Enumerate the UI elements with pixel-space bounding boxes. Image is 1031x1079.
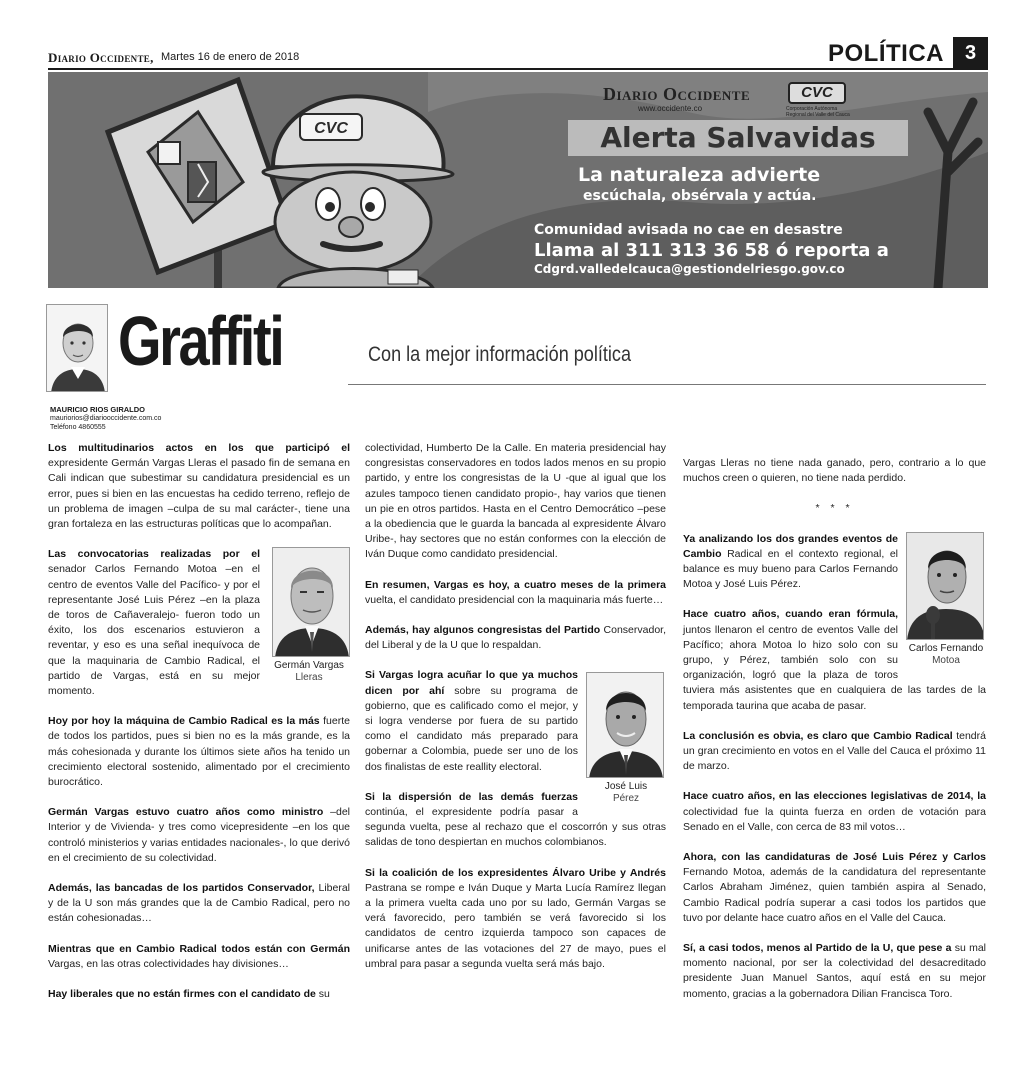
paragraph-body: senador Carlos Fernando Motoa –en el centro de eventos Valle del Pacífico- y por el representante José Luis Pérez –en la plaza de toros de Cañaveralejo- fueron todo un éxito, los dos escenarios estuvieron a reventar, y eso es una señal inequívoca de que la maquinaria de Cambio Radical, el partido de Vargas, está en su mejor momento. xyxy=(48,563,260,698)
title-divider xyxy=(348,384,986,385)
paragraph-lead: Sí, a casi todos, menos al Partido de la U, que pese a xyxy=(683,942,952,955)
paragraph-body: sobre su programa de gobierno, que es calificado como el mejor, y si logra venderse por fuera de su partido como el candidato más preparado para gobernar a Colombia, puede ser uno de los dos finalistas de este reallity electoral. xyxy=(365,684,578,773)
banner-line-2: escúchala, obsérvala y actúa. xyxy=(583,188,817,204)
paragraph-lead: Los multitudinarios actos en los que participó el xyxy=(48,442,350,454)
paragraph xyxy=(48,805,350,866)
paragraph xyxy=(365,578,666,608)
paragraph-lead: La conclusión es obvia, es claro que Cambio Radical xyxy=(683,729,953,742)
paragraph-body: vuelta, el candidato presidencial con la maquinaria más fuerte… xyxy=(365,593,664,606)
section-separator xyxy=(683,501,986,516)
paragraph xyxy=(48,441,350,532)
paragraph-body: Vargas, en las otras colectividades hay divisiones… xyxy=(48,957,289,970)
paragraph xyxy=(48,881,350,927)
article-column-2 xyxy=(365,441,666,987)
photo-german-vargas xyxy=(268,547,350,684)
paragraph-body: Fernando Motoa, además de la candidatura del representante Carlos Abraham Jiménez, quien también aspira al Senado, Cambio Radical podría superar a casi todos los partidos que tuvo por delante hace cuatro años en el Valle del Cauca. xyxy=(683,866,986,924)
paragraph-lead: Hace cuatro años, cuando eran fórmula, xyxy=(683,608,898,621)
page-number: 3 xyxy=(953,37,988,70)
paragraph-lead: En resumen, Vargas es hoy, a cuatro meses de la primera xyxy=(365,578,666,591)
author-email[interactable]: mauriorios@diariooccidente.com.co xyxy=(50,415,162,422)
paragraph-lead: Germán Vargas estuvo cuatro años como ministro xyxy=(48,806,324,819)
paragraph-lead: Ahora, con las candidaturas de José Luis Pérez y Carlos xyxy=(683,851,986,864)
paragraph xyxy=(683,941,986,1002)
paragraph-lead: Hace cuatro años, en las elecciones legislativas de 2014, la xyxy=(683,790,986,803)
german-vargas-portrait-icon xyxy=(273,548,350,657)
paragraph-lead: Hay liberales que no están firmes con el candidato de xyxy=(48,988,316,1001)
paragraph-lead: Mientras que en Cambio Radical todos están con Germán xyxy=(48,942,350,955)
paragraph xyxy=(683,789,986,835)
section-title: POLÍTICA xyxy=(828,40,944,67)
paragraph xyxy=(365,623,666,653)
column-subtitle: Con la mejor información política xyxy=(368,343,631,366)
carlos-motoa-portrait-icon xyxy=(907,533,984,640)
paragraph xyxy=(683,850,986,926)
issue-date: Martes 16 de enero de 2018 xyxy=(161,51,300,63)
paragraph-body: Conservador, del Liberal y de la U que lo respaldan. xyxy=(365,624,666,652)
photo-caption-name: Germán Vargas xyxy=(274,660,344,672)
paragraph-lead: Si Vargas logra acuñar lo que ya muchos dicen por ahí xyxy=(365,669,578,697)
paragraph-lead: Si la dispersión de las demás fuerzas xyxy=(365,790,578,803)
paragraph xyxy=(683,729,986,775)
banner-email-line: Cdgrd.valledelcauca@gestiondelriesgo.gov.co xyxy=(534,262,845,276)
paragraph-body: colectividad fue la quinta fuerza en orden de votación para Senado en el Valle, con cerca de 83 mil votos… xyxy=(683,805,986,833)
cvc-logo: CVC xyxy=(788,82,846,104)
photo-caption-name: José Luis xyxy=(604,781,648,793)
paragraph-lead: Además, las bancadas de los partidos Conservador, xyxy=(48,882,315,895)
photo-jose-luis-perez xyxy=(586,672,666,805)
paragraph xyxy=(48,987,350,1002)
paragraph-body: Liberal y de la U son más grandes que la de Cambio Radical, pero no están cohesionadas… xyxy=(48,882,350,925)
jose-luis-perez-portrait xyxy=(586,672,664,778)
paragraph xyxy=(48,714,350,790)
masthead xyxy=(48,40,988,70)
paragraph-body: –del Interior y de Vivienda- y tres como vicepresidente –en los que controló ministerios y varias entidades nacionales-, lo que derivó en el crecimiento de su colectividad. xyxy=(48,806,350,864)
paragraph xyxy=(365,441,666,563)
german-vargas-portrait xyxy=(272,547,350,657)
banner-phone-line: Llama al 311 313 36 58 ó reporta a xyxy=(534,240,889,261)
author-photo xyxy=(46,304,108,392)
paragraph xyxy=(683,456,986,486)
photo-carlos-fernando-motoa xyxy=(906,532,986,667)
author-name: MAURICIO RIOS GIRALDO xyxy=(50,405,145,414)
paragraph-body: juntos llenaron el centro de eventos Valle del Pacífico; ahora Motoa lo hizo solo con su grupo, y Pérez, también solo con su organización, logró que la plaza de toros tuviera más asistentes que en cualquiera de las tardes de la temporada taurina que acaba de pasar. xyxy=(683,623,986,712)
paragraph-body: su mal momento nacional, por ser la colectividad del desacreditado presidente Juan Manuel Santos, aquí está en su mejor momento, gracias a la gobernadora Dilian Francisca Toro. xyxy=(683,942,986,1000)
banner-paper-url: www.occidente.co xyxy=(638,104,703,113)
banner-paper-name: Diario Occidente xyxy=(603,84,751,104)
paragraph-body: Radical en el contexto regional, el balance es muy bueno para Carlos Fernando Motoa y José Luis Pérez. xyxy=(683,547,898,591)
paragraph-body: su xyxy=(315,988,330,1001)
paragraph-lead: Las convocatorias realizadas por el xyxy=(48,548,260,561)
photo-caption-surname: Pérez xyxy=(612,793,640,805)
article-column-1 xyxy=(48,441,350,1017)
paragraph-lead: Además, hay algunos congresistas del Partido xyxy=(365,624,601,637)
paragraph xyxy=(48,942,350,972)
banner-line-3: Comunidad avisada no cae en desastre xyxy=(534,222,843,238)
author-portrait-icon xyxy=(47,305,108,392)
paragraph-body: Vargas Lleras no tiene nada ganado, pero, contrario a lo que muchos creen o quieren, no tiene nada perdido. xyxy=(683,457,986,485)
column-title: Graffiti xyxy=(118,302,283,380)
paragraph-lead: Ya analizando los dos grandes eventos de Cambio xyxy=(683,532,898,560)
svg-text:CVC: CVC xyxy=(314,120,348,137)
paragraph-body: tendrá un gran crecimiento en votos en el Valle del Cauca el próximo 11 de marzo. xyxy=(683,729,986,773)
photo-caption-surname: Motoa xyxy=(932,654,960,666)
carlos-fernando-motoa-portrait xyxy=(906,532,984,640)
separator-stars: * * * xyxy=(815,502,854,515)
advertisement-banner[interactable] xyxy=(48,72,988,288)
newspaper-name: Diario Occidente, xyxy=(48,50,154,65)
paragraph xyxy=(365,866,666,972)
paragraph-body: Pastrana se rompe e Iván Duque y Marta Lucía Ramírez llegan a la primera vuelta cada uno por su lado, Germán Vargas se verá favorecido, pero también se verá favorecido si los candidatos de centro izquierda tampoco son capaces de unificarse antes de las votaciones del 27 de mayo, pues el umbral para pasar a segunda vuelta será más bajo. xyxy=(365,881,666,970)
jose-luis-perez-portrait-icon xyxy=(587,673,664,778)
cvc-logo-subtitle: Corporación Autónoma Regional del Valle del Cauca xyxy=(786,106,850,118)
banner-alert-title: Alerta Salvavidas xyxy=(568,120,908,156)
banner-line-1: La naturaleza advierte xyxy=(578,164,821,186)
paragraph-lead: Hoy por hoy la máquina de Cambio Radical es la más xyxy=(48,715,320,728)
author-phone: Teléfono 4860555 xyxy=(50,424,106,431)
paragraph-body: colectividad, Humberto De la Calle. En materia presidencial hay congresistas conservadores en todos lados menos en su propio partido, y entre los congresistas de la U -que al igual que los azules tampoco tienen candidato propio-, hay varios que tienen un pie en otros partidos. Hasta en el Centro Democrático –pese a la obediencia que le guarda la bancada al expresidente Álvaro Uribe-, hay sectores que no están conformes con la elección de Iván Duque como candidato presidencial. xyxy=(365,442,666,561)
paragraph-body: expresidente Germán Vargas Lleras el pasado fin de semana en Cali indican que subestimar su candidatura presidencial es un error, pues si bien en las encuestas ha cedido terreno, reflejo de un problema de imagen –culpa de su mal carácter-, tiene una gran fortaleza en las estructuras políticas que lo acompañan. xyxy=(48,457,350,531)
photo-caption-surname: Lleras xyxy=(295,672,323,684)
paragraph-body: continúa, el expresidente podría pasar a segunda vuelta, pese al rechazo que el coscorrón y sus otras salidas de tono despiertan en muchos colombianos. xyxy=(365,806,666,849)
paragraph-lead: Si la coalición de los expresidentes Álvaro Uribe y Andrés xyxy=(365,866,666,879)
photo-caption-name: Carlos Fernando xyxy=(908,642,984,654)
paragraph-body: fuerte de todos los partidos, pues si bien no es la más grande, es la más cohesionada y durante los últimos siete años ha tenido un crecimiento electoral sostenido, alimentado por el crecimiento burocrático. xyxy=(48,715,350,789)
article-column-3 xyxy=(683,456,986,1017)
header-divider xyxy=(48,68,988,70)
